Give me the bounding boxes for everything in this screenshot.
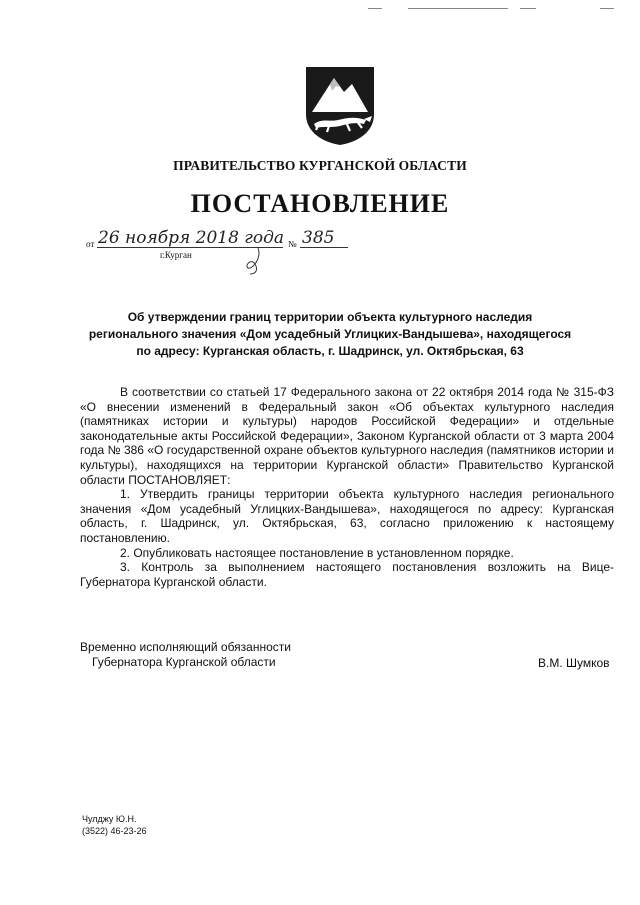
scan-artifact — [600, 8, 614, 9]
decree-title: ПОСТАНОВЛЕНИЕ — [190, 189, 450, 218]
scan-artifact — [408, 8, 508, 9]
city-name: г.Курган — [160, 250, 192, 260]
scan-artifact — [368, 8, 382, 9]
contact-phone: (3522) 46-23-26 — [82, 826, 147, 836]
contact-block — [82, 813, 147, 837]
subject-line-1: Об утверждении границ территории объекта культурного наследия — [127, 310, 533, 324]
position-line-2: Губернатора Курганской области — [92, 655, 276, 669]
item-2-paragraph: 2. Опубликовать настоящее постановление в установленном порядке. — [120, 545, 514, 560]
date-handwritten: 26 ноября 2018 года — [98, 228, 285, 248]
scan-artifact — [520, 8, 536, 9]
coat-of-arms-emblem — [300, 64, 380, 146]
signatory-position — [80, 640, 291, 670]
number-prefix: № — [288, 239, 297, 249]
item-1-paragraph: 1. Утвердить границы территории объекта культурного наследия регионального значения «Дом усадебный Углицких-Вандышева», находящегося по адресу: Курганская область, г. Шадринск, ул. Октябрьская, 63, согласно приложению к настоящему постановлению. — [80, 487, 614, 545]
number-underline — [300, 247, 348, 248]
item-3-paragraph: 3. Контроль за выполнением настоящего постановления возложить на Вице-Губернатора Курганской области. — [80, 560, 614, 589]
decree-body — [80, 385, 614, 589]
position-line-1: Временно исполняющий обязанности — [80, 640, 291, 654]
contact-name: Чулджу Ю.Н. — [82, 814, 137, 824]
decree-subject — [80, 309, 580, 360]
signatory-name: В.М. Шумков — [538, 656, 610, 670]
government-name: ПРАВИТЕЛЬСТВО КУРГАНСКОЙ ОБЛАСТИ — [173, 158, 467, 173]
number-handwritten: 385 — [302, 228, 335, 248]
handwriting-stroke — [240, 246, 270, 276]
subject-line-2: регионального значения «Дом усадебный Углицких-Вандышева», находящегося — [88, 327, 572, 341]
preamble-paragraph: В соответствии со статьей 17 Федерального закона от 22 октября 2014 года № 315-ФЗ «О внесении изменений в Федеральный закон «Об объектах культурного наследия (памятниках истории и культуры) народов Российской Федерации» и отдельные законодательные акты Российской Федерации», Законом Курганской области от 3 марта 2004 года № 386 «О государственной охране объектов культурного наследия (памятников истории и культуры), находящихся на территории Курганской области» Правительство Курганской области ПОСТАНОВЛЯЕТ: — [80, 385, 614, 487]
subject-line-3: по адресу: Курганская область, г. Шадринск, ул. Октябрьская, 63 — [136, 344, 524, 358]
date-prefix: от — [86, 239, 95, 249]
